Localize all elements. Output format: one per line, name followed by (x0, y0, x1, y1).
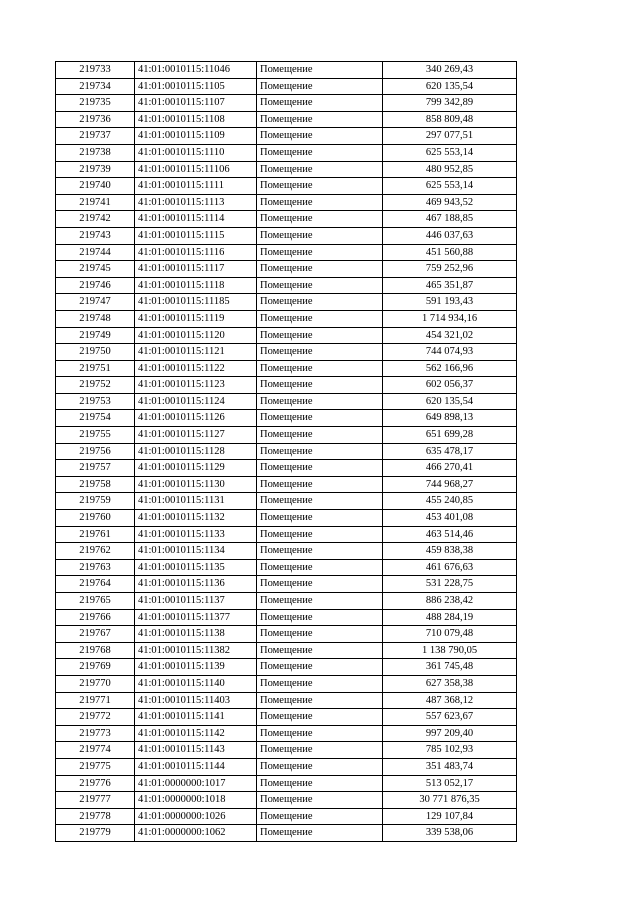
cadastral-number-cell: 41:01:0010115:1133 (135, 526, 257, 543)
table-row (56, 725, 517, 742)
cadastral-value-cell: 858 809,48 (383, 111, 517, 128)
cadastral-number-cell: 41:01:0010115:1113 (135, 194, 257, 211)
table-row (56, 344, 517, 361)
cadastral-number-cell: 41:01:0010115:1140 (135, 675, 257, 692)
row-number-cell: 219759 (56, 493, 135, 510)
cadastral-value-cell: 710 079,48 (383, 626, 517, 643)
table-row (56, 95, 517, 112)
row-number-cell: 219738 (56, 144, 135, 161)
cadastral-number-cell: 41:01:0010115:1139 (135, 659, 257, 676)
cadastral-number-cell: 41:01:0010115:1111 (135, 178, 257, 195)
object-type-cell: Помещение (257, 758, 383, 775)
row-number-cell: 219742 (56, 211, 135, 228)
cadastral-number-cell: 41:01:0010115:11377 (135, 609, 257, 626)
table-row (56, 808, 517, 825)
table-row (56, 476, 517, 493)
row-number-cell: 219772 (56, 709, 135, 726)
cadastral-number-cell: 41:01:0010115:1138 (135, 626, 257, 643)
cadastral-value-cell: 453 401,08 (383, 510, 517, 527)
table-row (56, 443, 517, 460)
object-type-cell: Помещение (257, 95, 383, 112)
cadastral-number-cell: 41:01:0000000:1018 (135, 792, 257, 809)
object-type-cell: Помещение (257, 277, 383, 294)
table-row (56, 593, 517, 610)
cadastral-number-cell: 41:01:0000000:1017 (135, 775, 257, 792)
object-type-cell: Помещение (257, 294, 383, 311)
row-number-cell: 219750 (56, 344, 135, 361)
table-row (56, 642, 517, 659)
object-type-cell: Помещение (257, 227, 383, 244)
row-number-cell: 219765 (56, 593, 135, 610)
object-type-cell: Помещение (257, 393, 383, 410)
cadastral-value-cell: 759 252,96 (383, 261, 517, 278)
cadastral-value-cell: 488 284,19 (383, 609, 517, 626)
cadastral-value-cell: 744 074,93 (383, 344, 517, 361)
row-number-cell: 219751 (56, 360, 135, 377)
row-number-cell: 219761 (56, 526, 135, 543)
object-type-cell: Помещение (257, 493, 383, 510)
object-type-cell: Помещение (257, 742, 383, 759)
row-number-cell: 219753 (56, 393, 135, 410)
cadastral-number-cell: 41:01:0010115:1126 (135, 410, 257, 427)
row-number-cell: 219743 (56, 227, 135, 244)
cadastral-number-cell: 41:01:0010115:1127 (135, 427, 257, 444)
table-row (56, 626, 517, 643)
table-row (56, 178, 517, 195)
row-number-cell: 219769 (56, 659, 135, 676)
cadastral-number-cell: 41:01:0010115:1121 (135, 344, 257, 361)
table-row (56, 576, 517, 593)
table-row (56, 427, 517, 444)
object-type-cell: Помещение (257, 427, 383, 444)
cadastral-number-cell: 41:01:0010115:11106 (135, 161, 257, 178)
cadastral-value-cell: 513 052,17 (383, 775, 517, 792)
object-type-cell: Помещение (257, 410, 383, 427)
cadastral-value-cell: 531 228,75 (383, 576, 517, 593)
cadastral-number-cell: 41:01:0010115:1119 (135, 310, 257, 327)
table-row (56, 493, 517, 510)
table-row (56, 692, 517, 709)
object-type-cell: Помещение (257, 443, 383, 460)
cadastral-number-cell: 41:01:0010115:1136 (135, 576, 257, 593)
table-row (56, 526, 517, 543)
table-row (56, 244, 517, 261)
cadastral-value-cell: 886 238,42 (383, 593, 517, 610)
row-number-cell: 219770 (56, 675, 135, 692)
table-body (56, 62, 517, 842)
table-row (56, 261, 517, 278)
cadastral-value-cell: 591 193,43 (383, 294, 517, 311)
cadastral-value-cell: 340 269,43 (383, 62, 517, 79)
cadastral-value-cell: 620 135,54 (383, 78, 517, 95)
row-number-cell: 219763 (56, 559, 135, 576)
cadastral-value-cell: 997 209,40 (383, 725, 517, 742)
object-type-cell: Помещение (257, 377, 383, 394)
cadastral-number-cell: 41:01:0010115:1130 (135, 476, 257, 493)
cadastral-value-cell: 602 056,37 (383, 377, 517, 394)
cadastral-value-cell: 562 166,96 (383, 360, 517, 377)
cadastral-number-cell: 41:01:0010115:1137 (135, 593, 257, 610)
object-type-cell: Помещение (257, 808, 383, 825)
row-number-cell: 219747 (56, 294, 135, 311)
cadastral-value-table (55, 61, 517, 842)
cadastral-value-cell: 361 745,48 (383, 659, 517, 676)
cadastral-value-cell: 1 138 790,05 (383, 642, 517, 659)
object-type-cell: Помещение (257, 78, 383, 95)
cadastral-number-cell: 41:01:0000000:1026 (135, 808, 257, 825)
table-row (56, 227, 517, 244)
cadastral-value-cell: 459 838,38 (383, 543, 517, 560)
table-row (56, 393, 517, 410)
cadastral-value-cell: 625 553,14 (383, 144, 517, 161)
cadastral-number-cell: 41:01:0010115:1110 (135, 144, 257, 161)
row-number-cell: 219779 (56, 825, 135, 842)
row-number-cell: 219739 (56, 161, 135, 178)
cadastral-value-cell: 625 553,14 (383, 178, 517, 195)
object-type-cell: Помещение (257, 194, 383, 211)
cadastral-number-cell: 41:01:0010115:11382 (135, 642, 257, 659)
cadastral-number-cell: 41:01:0010115:1141 (135, 709, 257, 726)
table-row (56, 310, 517, 327)
object-type-cell: Помещение (257, 244, 383, 261)
object-type-cell: Помещение (257, 792, 383, 809)
table-row (56, 543, 517, 560)
object-type-cell: Помещение (257, 327, 383, 344)
object-type-cell: Помещение (257, 626, 383, 643)
cadastral-number-cell: 41:01:0010115:1114 (135, 211, 257, 228)
cadastral-number-cell: 41:01:0010115:1105 (135, 78, 257, 95)
row-number-cell: 219756 (56, 443, 135, 460)
object-type-cell: Помещение (257, 460, 383, 477)
object-type-cell: Помещение (257, 559, 383, 576)
object-type-cell: Помещение (257, 775, 383, 792)
row-number-cell: 219757 (56, 460, 135, 477)
object-type-cell: Помещение (257, 161, 383, 178)
row-number-cell: 219736 (56, 111, 135, 128)
cadastral-value-cell: 620 135,54 (383, 393, 517, 410)
cadastral-value-cell: 487 368,12 (383, 692, 517, 709)
object-type-cell: Помещение (257, 111, 383, 128)
cadastral-number-cell: 41:01:0010115:1143 (135, 742, 257, 759)
table-row (56, 360, 517, 377)
table-row (56, 559, 517, 576)
row-number-cell: 219749 (56, 327, 135, 344)
cadastral-value-cell: 635 478,17 (383, 443, 517, 460)
row-number-cell: 219776 (56, 775, 135, 792)
cadastral-number-cell: 41:01:0010115:1123 (135, 377, 257, 394)
row-number-cell: 219733 (56, 62, 135, 79)
object-type-cell: Помещение (257, 642, 383, 659)
cadastral-value-cell: 467 188,85 (383, 211, 517, 228)
object-type-cell: Помещение (257, 675, 383, 692)
cadastral-value-cell: 451 560,88 (383, 244, 517, 261)
row-number-cell: 219775 (56, 758, 135, 775)
row-number-cell: 219737 (56, 128, 135, 145)
object-type-cell: Помещение (257, 510, 383, 527)
object-type-cell: Помещение (257, 609, 383, 626)
table-row (56, 277, 517, 294)
cadastral-number-cell: 41:01:0010115:1107 (135, 95, 257, 112)
object-type-cell: Помещение (257, 593, 383, 610)
row-number-cell: 219778 (56, 808, 135, 825)
table-row (56, 460, 517, 477)
row-number-cell: 219768 (56, 642, 135, 659)
cadastral-number-cell: 41:01:0010115:11403 (135, 692, 257, 709)
row-number-cell: 219740 (56, 178, 135, 195)
cadastral-value-cell: 129 107,84 (383, 808, 517, 825)
row-number-cell: 219745 (56, 261, 135, 278)
cadastral-value-cell: 351 483,74 (383, 758, 517, 775)
object-type-cell: Помещение (257, 659, 383, 676)
cadastral-value-cell: 649 898,13 (383, 410, 517, 427)
table-row (56, 609, 517, 626)
cadastral-number-cell: 41:01:0010115:1115 (135, 227, 257, 244)
cadastral-number-cell: 41:01:0010115:1109 (135, 128, 257, 145)
row-number-cell: 219755 (56, 427, 135, 444)
object-type-cell: Помещение (257, 543, 383, 560)
row-number-cell: 219752 (56, 377, 135, 394)
cadastral-number-cell: 41:01:0010115:1120 (135, 327, 257, 344)
object-type-cell: Помещение (257, 576, 383, 593)
cadastral-value-cell: 785 102,93 (383, 742, 517, 759)
object-type-cell: Помещение (257, 178, 383, 195)
object-type-cell: Помещение (257, 692, 383, 709)
row-number-cell: 219758 (56, 476, 135, 493)
row-number-cell: 219746 (56, 277, 135, 294)
cadastral-value-cell: 480 952,85 (383, 161, 517, 178)
table-row (56, 675, 517, 692)
cadastral-number-cell: 41:01:0010115:1134 (135, 543, 257, 560)
object-type-cell: Помещение (257, 344, 383, 361)
row-number-cell: 219754 (56, 410, 135, 427)
object-type-cell: Помещение (257, 144, 383, 161)
cadastral-number-cell: 41:01:0010115:1135 (135, 559, 257, 576)
cadastral-number-cell: 41:01:0010115:1108 (135, 111, 257, 128)
row-number-cell: 219766 (56, 609, 135, 626)
cadastral-number-cell: 41:01:0010115:1128 (135, 443, 257, 460)
cadastral-value-cell: 455 240,85 (383, 493, 517, 510)
table-row (56, 128, 517, 145)
cadastral-number-cell: 41:01:0010115:11185 (135, 294, 257, 311)
table-row (56, 211, 517, 228)
table-row (56, 792, 517, 809)
row-number-cell: 219734 (56, 78, 135, 95)
row-number-cell: 219767 (56, 626, 135, 643)
cadastral-value-cell: 465 351,87 (383, 277, 517, 294)
cadastral-number-cell: 41:01:0010115:1129 (135, 460, 257, 477)
row-number-cell: 219764 (56, 576, 135, 593)
cadastral-value-cell: 557 623,67 (383, 709, 517, 726)
object-type-cell: Помещение (257, 261, 383, 278)
cadastral-value-cell: 461 676,63 (383, 559, 517, 576)
table-row (56, 294, 517, 311)
cadastral-value-cell: 1 714 934,16 (383, 310, 517, 327)
cadastral-number-cell: 41:01:0010115:11046 (135, 62, 257, 79)
cadastral-number-cell: 41:01:0010115:1124 (135, 393, 257, 410)
object-type-cell: Помещение (257, 825, 383, 842)
object-type-cell: Помещение (257, 476, 383, 493)
object-type-cell: Помещение (257, 211, 383, 228)
cadastral-number-cell: 41:01:0010115:1122 (135, 360, 257, 377)
cadastral-value-cell: 339 538,06 (383, 825, 517, 842)
object-type-cell: Помещение (257, 526, 383, 543)
row-number-cell: 219771 (56, 692, 135, 709)
object-type-cell: Помещение (257, 709, 383, 726)
table-row (56, 161, 517, 178)
row-number-cell: 219762 (56, 543, 135, 560)
object-type-cell: Помещение (257, 725, 383, 742)
table-row (56, 377, 517, 394)
cadastral-number-cell: 41:01:0010115:1131 (135, 493, 257, 510)
row-number-cell: 219744 (56, 244, 135, 261)
cadastral-number-cell: 41:01:0010115:1116 (135, 244, 257, 261)
cadastral-number-cell: 41:01:0010115:1118 (135, 277, 257, 294)
cadastral-number-cell: 41:01:0000000:1062 (135, 825, 257, 842)
table-row (56, 742, 517, 759)
row-number-cell: 219773 (56, 725, 135, 742)
cadastral-number-cell: 41:01:0010115:1144 (135, 758, 257, 775)
table-row (56, 758, 517, 775)
cadastral-value-cell: 799 342,89 (383, 95, 517, 112)
cadastral-value-cell: 627 358,38 (383, 675, 517, 692)
row-number-cell: 219760 (56, 510, 135, 527)
object-type-cell: Помещение (257, 360, 383, 377)
cadastral-value-cell: 297 077,51 (383, 128, 517, 145)
cadastral-value-cell: 744 968,27 (383, 476, 517, 493)
table-row (56, 709, 517, 726)
object-type-cell: Помещение (257, 128, 383, 145)
row-number-cell: 219777 (56, 792, 135, 809)
table-row (56, 825, 517, 842)
cadastral-number-cell: 41:01:0010115:1132 (135, 510, 257, 527)
table-row (56, 144, 517, 161)
object-type-cell: Помещение (257, 310, 383, 327)
row-number-cell: 219735 (56, 95, 135, 112)
row-number-cell: 219774 (56, 742, 135, 759)
table-row (56, 78, 517, 95)
table-row (56, 510, 517, 527)
cadastral-number-cell: 41:01:0010115:1117 (135, 261, 257, 278)
table-row (56, 111, 517, 128)
table-row (56, 194, 517, 211)
row-number-cell: 219748 (56, 310, 135, 327)
table-row (56, 410, 517, 427)
object-type-cell: Помещение (257, 62, 383, 79)
cadastral-value-cell: 30 771 876,35 (383, 792, 517, 809)
row-number-cell: 219741 (56, 194, 135, 211)
cadastral-number-cell: 41:01:0010115:1142 (135, 725, 257, 742)
table-row (56, 775, 517, 792)
cadastral-value-cell: 651 699,28 (383, 427, 517, 444)
table-row (56, 62, 517, 79)
table-row (56, 327, 517, 344)
cadastral-value-cell: 466 270,41 (383, 460, 517, 477)
cadastral-value-cell: 463 514,46 (383, 526, 517, 543)
cadastral-value-cell: 454 321,02 (383, 327, 517, 344)
cadastral-value-cell: 469 943,52 (383, 194, 517, 211)
table-row (56, 659, 517, 676)
cadastral-value-cell: 446 037,63 (383, 227, 517, 244)
